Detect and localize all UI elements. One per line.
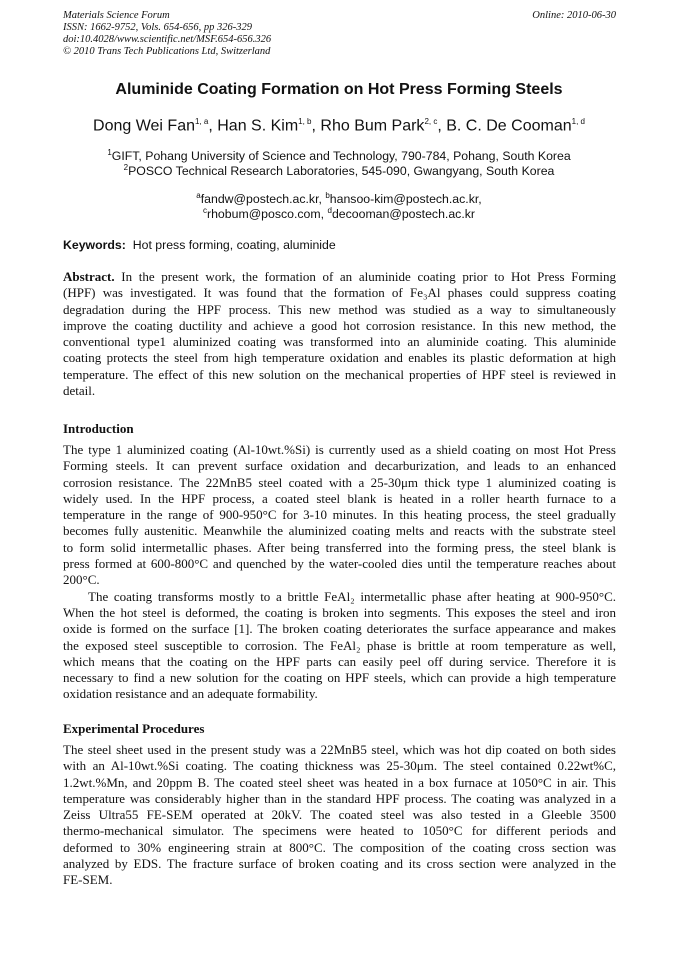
text-line: [63, 302, 616, 318]
author: Dong Wei Fan: [93, 117, 195, 135]
text-line: [63, 540, 616, 556]
line-text: necessary to find a new solution for the coating on HPF steels, which can provide a high temperature: [63, 670, 616, 686]
text-line: [63, 572, 616, 588]
text-line: [63, 507, 616, 523]
aff-text: GIFT, Pohang University of Science and Technology, 790-784, Pohang, South Korea: [111, 149, 571, 164]
text-line: [63, 334, 616, 350]
author: Rho Bum Park: [320, 117, 425, 135]
journal-name: Materials Science Forum: [63, 10, 170, 21]
text-line: [63, 383, 616, 399]
line-text: temperature. The effect of this new solution on the mechanical properties of HPF steel is reviewed in: [63, 366, 616, 382]
text-line: [63, 638, 616, 654]
text-line: [63, 670, 616, 686]
text-line: [63, 758, 616, 774]
text-line: [63, 605, 616, 621]
text-line: [63, 807, 616, 823]
aff-sup: 1: [107, 148, 112, 157]
experimental-body: [63, 742, 616, 889]
text-line: [63, 350, 616, 366]
online-date: Online: 2010-06-30: [532, 10, 616, 21]
email-sup: c: [203, 206, 207, 215]
aff-text: POSCO Technical Research Laboratories, 545-090, Gwangyang, South Korea: [128, 164, 555, 179]
line-text: (HPF) was investigated. It was found that the formation of Fe₃Al phases could suppress coating: [63, 285, 616, 301]
text-line: [63, 556, 616, 572]
text-line: [63, 856, 616, 872]
text-line: [63, 458, 616, 474]
line-text: 1.2wt.%Mn, and 20ppm B. The coated steel sheet was heated in a box furnace at 1050°C in air. This: [63, 774, 616, 790]
text-line: [63, 686, 616, 702]
line-text: the exposed steel susceptible to corrosion. The FeAl₂ phase is brittle at room temperature as well,: [63, 637, 616, 653]
text-line: [63, 654, 616, 670]
email-sup: d: [327, 206, 332, 215]
keywords-label: Keywords:: [63, 238, 126, 252]
author-sup: 1, d: [571, 117, 585, 126]
line-text: FE-SEM.: [63, 872, 113, 888]
line-text: In the present work, the formation of an aluminide coating prior to Hot Press Forming: [114, 269, 616, 284]
line-text: to form solid intermetallic phases. After being transferred into the forming press, the steel blank is: [63, 539, 616, 555]
line-text: Forming steels. It can prevent surface oxidation and decarburization, and leads to an enhanced: [63, 458, 616, 474]
emails-line-2: [0, 203, 678, 222]
line-text: which means that the coating on the HPF parts can easily peel off during service. Therefore it is: [63, 653, 616, 669]
text-line: [63, 523, 616, 539]
line-text: with an Al-10wt.%Si coating. The coating thickness was 25-30μm. The steel contained 0.22wt%C,: [63, 758, 616, 774]
line-text: Zeiss Ultra55 FE-SEM operated at 20kV. The coated steel was also tested in a Gleeble 3500: [63, 807, 616, 823]
line-text: press formed at 600-800°C and quenched by the water-cooled dies until the temperature reaches about: [63, 556, 616, 572]
text-line: [63, 269, 616, 285]
text-line: [63, 791, 616, 807]
email: hansoo-kim@postech.ac.kr,: [329, 192, 482, 207]
line-text: The coating transforms mostly to a brittle FeAl₂ intermetallic phase after heating at 900-950°C.: [88, 588, 616, 604]
copyright: © 2010 Trans Tech Publications Ltd, Switzerland: [63, 46, 271, 57]
aff-sup: 2: [123, 163, 129, 172]
line-text: coating protects the steel from high temperature oxidation and enables its plastic deformation at high: [63, 350, 616, 366]
doi: doi:10.4028/www.scientific.net/MSF.654-656.326: [63, 34, 272, 45]
keywords: [63, 238, 336, 253]
line-text: analyzed by EDS. The fracture surface of broken coating and its cross section were analyzed in the: [63, 856, 616, 872]
email-sup: a: [196, 191, 201, 200]
text-line: [63, 442, 616, 458]
author: Han S. Kim: [217, 117, 299, 135]
text-line: [63, 823, 616, 839]
authors: Dong Wei Fan$^{1, a}$, Han S. Kim$^{1, b}$, Rho Bum Park$^{2, c}$, B. C. De Cooman$^{1, d}$: [93, 117, 585, 135]
issn: ISSN: 1662-9752, Vols. 654-656, pp 326-329: [63, 22, 252, 33]
paper-title: Aluminide Coating Formation on Hot Press Forming Steels: [115, 81, 563, 98]
line-text: temperature in the range of 900-950°C for 3-10 minutes. In this heating process, the steel gradually: [63, 507, 616, 523]
keywords-text: Hot press forming, coating, aluminide: [132, 238, 336, 252]
text-line: [63, 872, 616, 888]
author-sup: 2, c: [424, 117, 438, 126]
text-line: [63, 491, 616, 507]
text-line: [63, 840, 616, 856]
text-line: [63, 589, 616, 605]
abstract: [63, 269, 616, 399]
line-text: When the hot steel is deformed, the coating is broken into segments. This exposes the steel and iron: [63, 604, 616, 620]
line-text: oxide is formed on the surface [1]. The broken coating deteriorates the surface appearance and makes: [63, 621, 616, 637]
affiliation-2: [0, 160, 678, 179]
line-text: temperature was considerably higher than in the standard HPF process. The coating was analyzed in a: [63, 790, 616, 806]
line-text: conventional type1 aluminized coating was transformed into an aluminide coating. This aluminide: [63, 334, 616, 350]
line-text: thermo-mechanical simulator. The specimens were heated to 1050°C for different periods and: [63, 823, 616, 839]
line-text: 200°C.: [63, 572, 100, 588]
experimental-heading: Experimental Procedures: [63, 721, 205, 736]
author-sup: 1, b: [298, 117, 312, 126]
email: rhobum@posco.com,: [207, 207, 328, 222]
text-line: [63, 285, 616, 301]
email: fandw@postech.ac.kr,: [200, 192, 326, 207]
author: B. C. De Cooman: [446, 117, 572, 135]
line-text: improve the coating ductility and achieve a good hot corrosion resistance. In this new method, the: [63, 317, 616, 333]
introduction-heading: Introduction: [63, 421, 134, 436]
line-text: degradation during the HPF process. This new method was studied as a way to simultaneously: [63, 301, 616, 317]
line-text: The type 1 aluminized coating (Al-10wt.%Si) is currently used as a shield coating on most Hot Press: [63, 442, 616, 457]
abstract-label: Abstract.: [63, 269, 115, 284]
author-sup: 1, a: [195, 117, 209, 126]
line-text: deformed to 30% engineering strain at 800°C. The composition of the coating cross section was: [63, 839, 616, 855]
text-line: [63, 318, 616, 334]
email-sup: b: [325, 191, 330, 200]
email: decooman@postech.ac.kr: [331, 207, 475, 222]
text-line: [63, 621, 616, 637]
line-text: corrosion resistance. The 22MnB5 steel coated with a 25-30μm thick type 1 aluminized coating is: [63, 474, 616, 490]
line-text: The steel sheet used in the present study was a 22MnB5 steel, which was hot dip coated on both sides: [63, 742, 616, 757]
text-line: [63, 775, 616, 791]
introduction-body: [63, 442, 616, 703]
line-text: detail.: [63, 383, 96, 399]
line-text: becomes fully austenitic. Meanwhile the aluminized coating melts and reacts with the substrate steel: [63, 523, 616, 539]
text-line: [63, 475, 616, 491]
line-text: oxidation resistance and an adequate formability.: [63, 686, 318, 702]
text-line: [63, 742, 616, 758]
line-text: widely used. In the HPF process, a coated steel blank is heated in a roller hearth furnace to a: [63, 490, 616, 506]
text-line: [63, 367, 616, 383]
